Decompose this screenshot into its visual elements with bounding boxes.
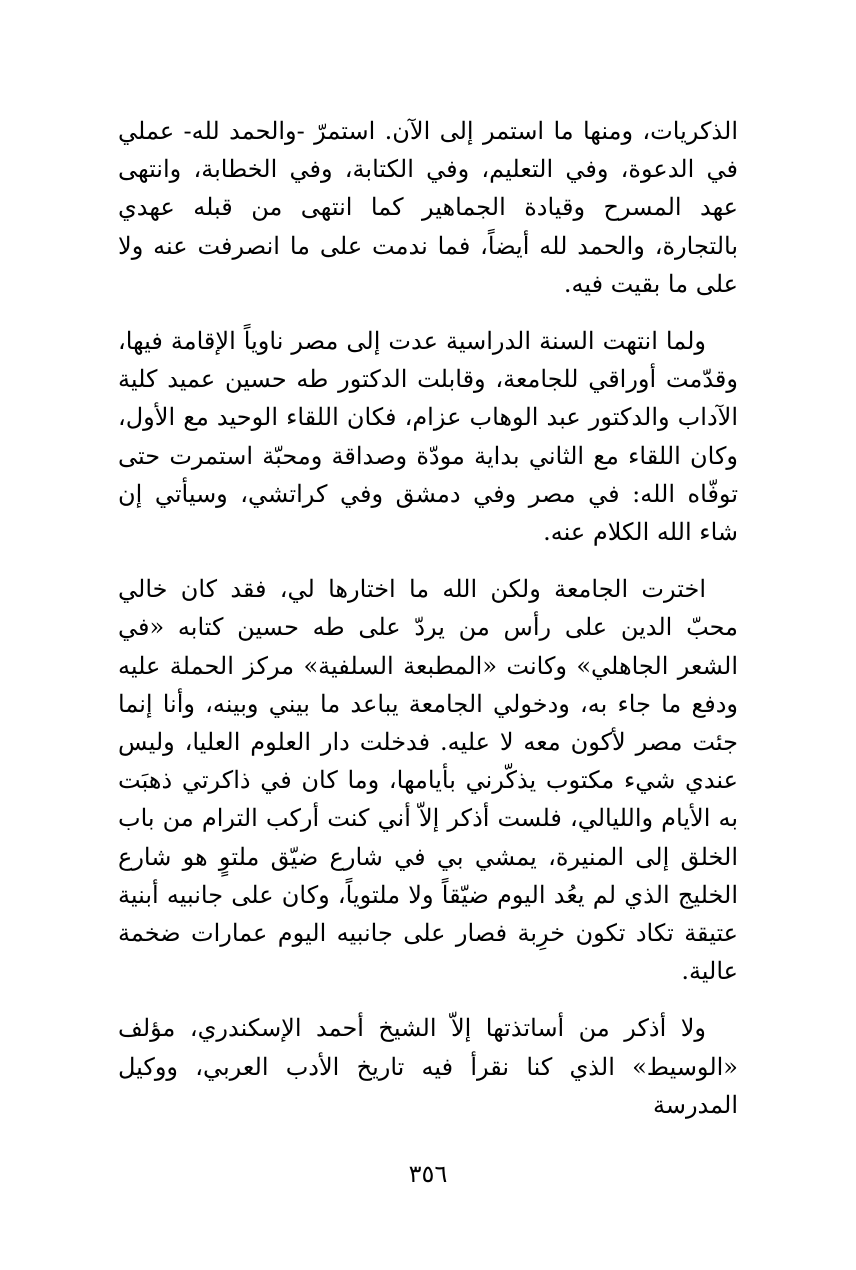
page-number: ٣٥٦ [408, 1160, 448, 1188]
paragraph: ولا أذكر من أساتذتها إلاّ الشيخ أحمد الإسكندري، مؤلف «الوسيط» الذي كنا نقرأ فيه تاريخ الأدب العربي، ووكيل المدرسة [118, 1014, 738, 1119]
paragraph: اخترت الجامعة ولكن الله ما اختارها لي، فقد كان خالي محبّ الدين على رأس من يردّ على طه حسين كتابه «في الشعر الجاهلي» وكانت «المطبعة السلفية» مركز الحملة عليه ودفع ما جاء به، ودخولي الجامعة يباعد ما بيني وبينه، وأنا إنما جئت مصر لأكون معه لا عليه. فدخلت دار العلوم العليا، وليس عندي شيء مكتوب يذكّرني بأيامها، وما كان في ذاكرتي ذهبَت به الأيام والليالي، فلست أذكر إلاّ أني كنت أركب الترام من باب الخلق إلى المنيرة، يمشي بي في شارع ضيّق ملتوٍ هو شارع الخليج الذي لم يعُد اليوم ضيّقاً ولا ملتوياً، وكان على جانبيه أبنية عتيقة تكاد تكون خرِبة فصار على جانبيه اليوم عمارات ضخمة عالية. [118, 575, 739, 986]
body-text [118, 112, 738, 1143]
paragraph: ولما انتهت السنة الدراسية عدت إلى مصر ناوياً الإقامة فيها، وقدّمت أوراقي للجامعة، وقابلت الدكتور طه حسين عميد كلية الآداب والدكتور عبد الوهاب عزام، فكان اللقاء الوحيد مع الأول، وكان اللقاء مع الثاني بداية مودّة وصداقة ومحبّة استمرت حتى توفّاه الله: في مصر وفي دمشق وفي كراتشي، وسيأتي إن شاء الله الكلام عنه. [118, 327, 738, 547]
paragraph: الذكريات، ومنها ما استمر إلى الآن. استمرّ -والحمد لله- عملي في الدعوة، وفي التعليم، وفي الكتابة، وفي الخطابة، وانتهى عهد المسرح وقيادة الجماهير كما انتهى من قبله عهدي بالتجارة، والحمد لله أيضاً، فما ندمت على ما انصرفت عنه ولا على ما بقيت فيه. [118, 117, 739, 298]
